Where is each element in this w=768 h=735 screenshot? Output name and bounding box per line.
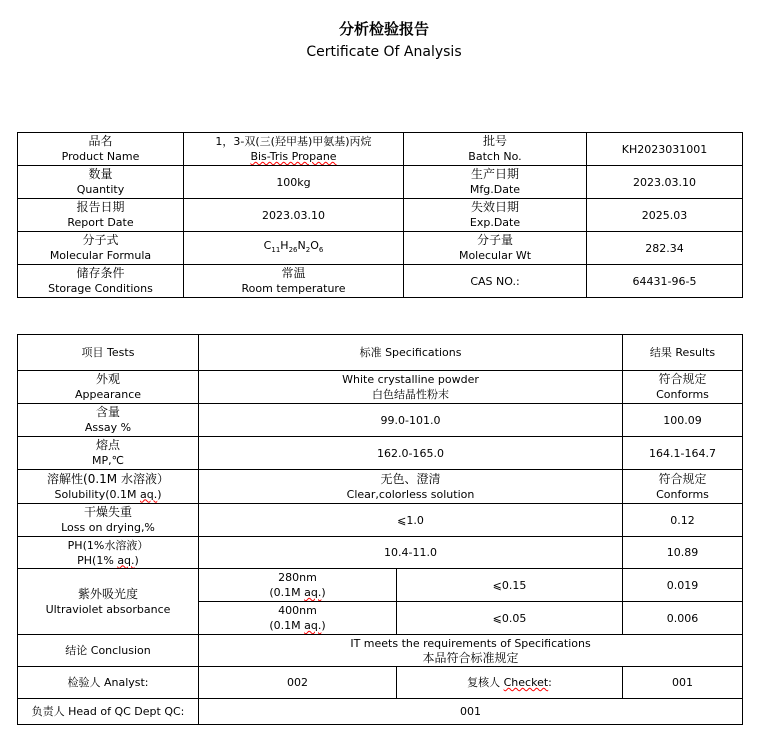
mp-label: 熔点 MP,℃ <box>18 437 199 470</box>
mw-label: 分子量 Molecular Wt <box>404 232 587 265</box>
analyst-label: 检验人 Analyst: <box>18 667 199 699</box>
product-info-table <box>17 132 743 298</box>
table-row <box>18 371 743 404</box>
head-qc-label: 负责人 Head of QC Dept QC: <box>18 699 199 725</box>
assay-spec: 99.0-101.0 <box>199 404 623 437</box>
mfg-label: 生产日期 Mfg.Date <box>404 166 587 199</box>
conclusion-label: 结论 Conclusion <box>18 635 199 667</box>
header-results: 结果 Results <box>623 335 743 371</box>
assay-result: 100.09 <box>623 404 743 437</box>
product-name-value: 1，3-双(三(羟甲基)甲氨基)丙烷 Bis-Tris Propane <box>184 133 404 166</box>
exp-label: 失效日期 Exp.Date <box>404 199 587 232</box>
ph-label: PH(1%水溶液） PH(1% aq.) <box>18 537 199 569</box>
assay-label: 含量 Assay % <box>18 404 199 437</box>
title-en: Certificate Of Analysis <box>306 44 462 60</box>
table-row <box>18 470 743 504</box>
title-cn: 分析检验报告 <box>338 20 429 38</box>
table-row <box>18 133 743 166</box>
checker-label: 复核人 Checket: <box>397 667 623 699</box>
report-date-value: 2023.03.10 <box>184 199 404 232</box>
mfg-value: 2023.03.10 <box>587 166 743 199</box>
table-row <box>18 635 743 667</box>
head-qc-value: 001 <box>199 699 743 725</box>
lod-spec: ⩽1.0 <box>199 504 623 537</box>
exp-value: 2025.03 <box>587 199 743 232</box>
table-row <box>18 232 743 265</box>
analyst-value: 002 <box>199 667 397 699</box>
table-row <box>18 504 743 537</box>
header-specs: 标准 Specifications <box>199 335 623 371</box>
uv-280-condition: 280nm (0.1M aq.) <box>199 569 397 602</box>
conclusion-value: IT meets the requirements of Specifications 本品符合标准规定 <box>199 635 743 667</box>
quantity-value: 100kg <box>184 166 404 199</box>
ph-spec: 10.4-11.0 <box>199 537 623 569</box>
table-row <box>18 569 743 602</box>
uv-280-result: 0.019 <box>623 569 743 602</box>
batch-label: 批号 Batch No. <box>404 133 587 166</box>
storage-label: 储存条件 Storage Conditions <box>18 265 184 298</box>
mp-result: 164.1-164.7 <box>623 437 743 470</box>
formula-value: $C_{11}H_{26}N_2O_6$ <box>184 232 404 265</box>
lod-label: 干燥失重 Loss on drying,% <box>18 504 199 537</box>
table-header-row <box>18 335 743 371</box>
table-row <box>18 699 743 725</box>
checker-value: 001 <box>623 667 743 699</box>
batch-value: KH2023031001 <box>587 133 743 166</box>
appearance-result: 符合规定 Conforms <box>623 371 743 404</box>
uv-label: 紫外吸光度 Ultraviolet absorbance <box>18 569 199 635</box>
table-row <box>18 537 743 569</box>
solubility-result: 符合规定 Conforms <box>623 470 743 504</box>
mw-value: 282.34 <box>587 232 743 265</box>
table-row <box>18 437 743 470</box>
solubility-label: 溶解性(0.1M 水溶液） Solubility(0.1M aq.) <box>18 470 199 504</box>
product-name-label: 品名 Product Name <box>18 133 184 166</box>
table-row <box>18 404 743 437</box>
table-row <box>18 265 743 298</box>
lod-result: 0.12 <box>623 504 743 537</box>
ph-result: 10.89 <box>623 537 743 569</box>
tests-table <box>17 334 743 725</box>
uv-400-spec: ⩽0.05 <box>397 602 623 635</box>
header-tests: 项目 Tests <box>18 335 199 371</box>
table-row <box>18 166 743 199</box>
storage-value: 常温 Room temperature <box>184 265 404 298</box>
report-date-label: 报告日期 Report Date <box>18 199 184 232</box>
formula-label: 分子式 Molecular Formula <box>18 232 184 265</box>
table-row <box>18 667 743 699</box>
cas-value: 64431-96-5 <box>587 265 743 298</box>
mp-spec: 162.0-165.0 <box>199 437 623 470</box>
appearance-spec: White crystalline powder 白色结晶性粉末 <box>199 371 623 404</box>
appearance-label: 外观 Appearance <box>18 371 199 404</box>
quantity-label: 数量 Quantity <box>18 166 184 199</box>
uv-400-result: 0.006 <box>623 602 743 635</box>
table-row <box>18 199 743 232</box>
cas-label: CAS NO.: <box>404 265 587 298</box>
uv-400-condition: 400nm (0.1M aq.) <box>199 602 397 635</box>
solubility-spec: 无色、澄清 Clear,colorless solution <box>199 470 623 504</box>
uv-280-spec: ⩽0.15 <box>397 569 623 602</box>
